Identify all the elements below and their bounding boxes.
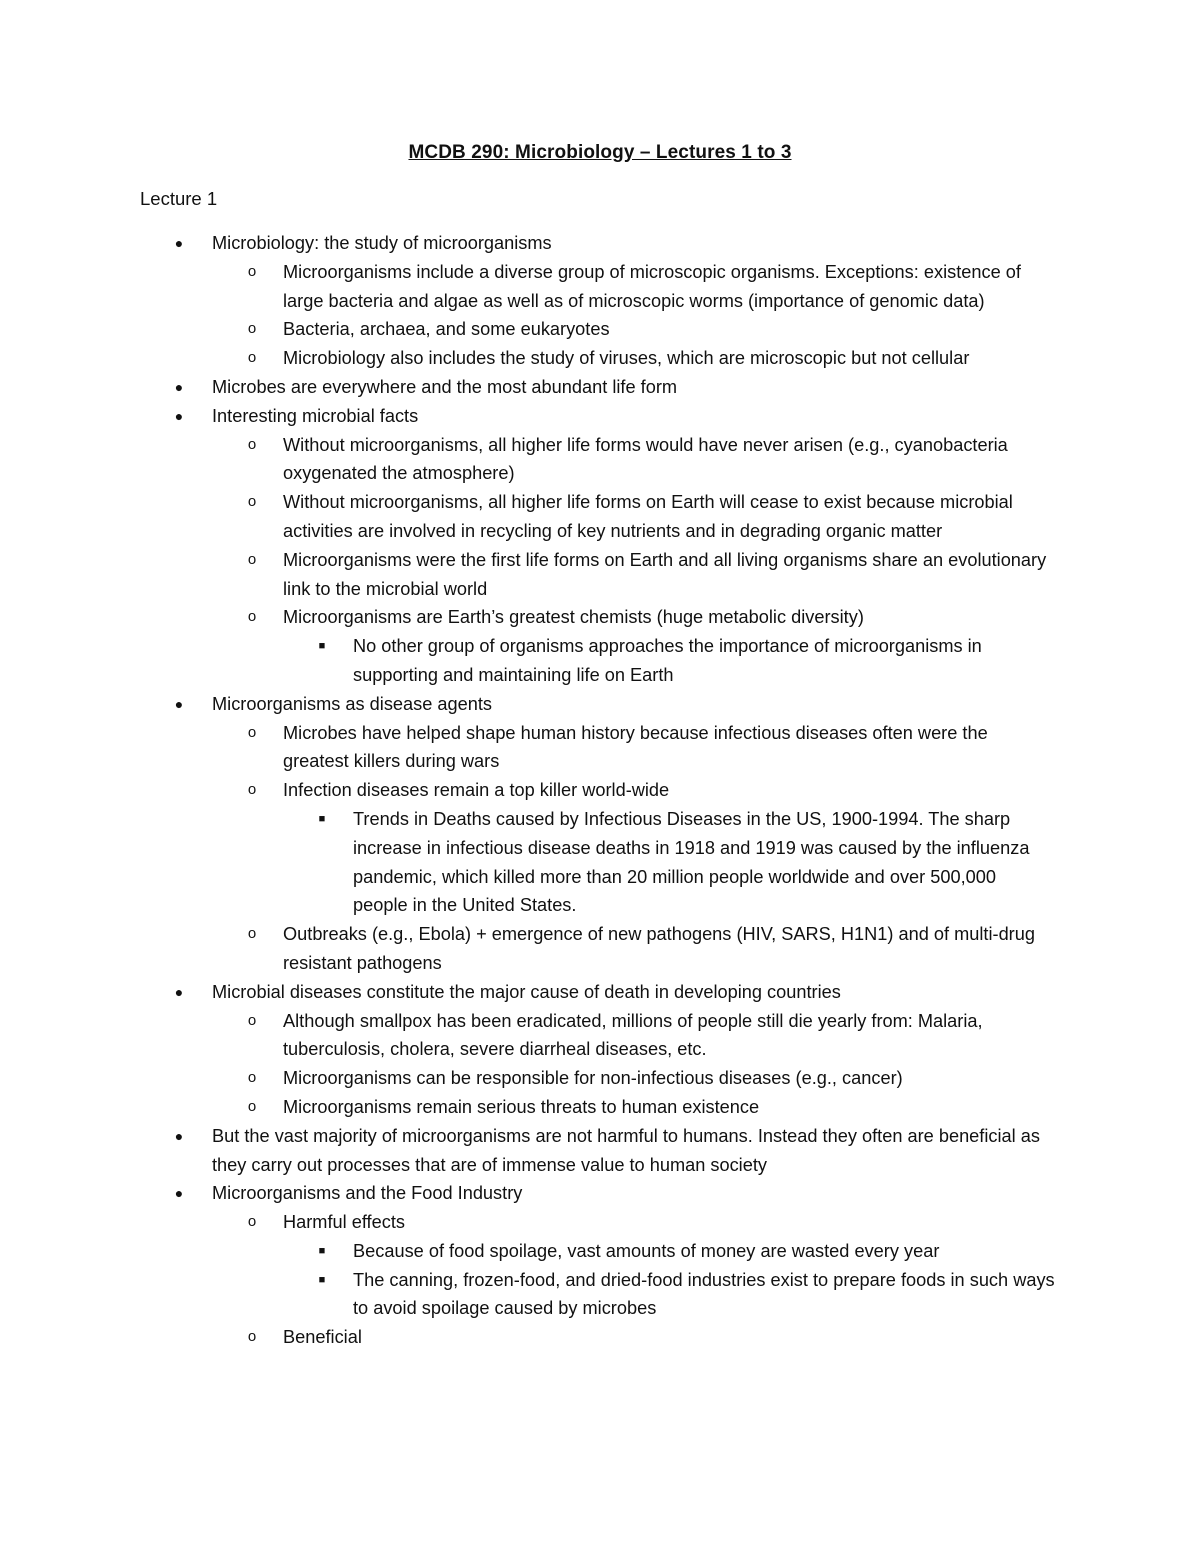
bullet-list-level-2: [212, 431, 1055, 690]
bullet-marker-level-3: ■: [318, 1244, 326, 1257]
bullet-marker-level-2: o: [247, 608, 257, 626]
bullet-marker-level-2: o: [247, 1011, 257, 1029]
list-item-text: But the vast majority of microorganisms are not harmful to humans. Instead they often are beneficial as they carry out processes that are of immense value to human society: [212, 1125, 1040, 1175]
list-item: [247, 431, 1055, 489]
list-item: [0, 1179, 1200, 1352]
bullet-marker-level-1: ●: [174, 1127, 184, 1144]
list-item: [247, 315, 1055, 344]
bullet-list-level-2: [212, 1007, 1055, 1122]
list-item-text: Harmful effects: [283, 1212, 405, 1233]
bullet-marker-level-2: o: [247, 1213, 257, 1231]
list-item-text: Microorganisms are Earth’s greatest chemists (huge metabolic diversity): [283, 607, 864, 628]
list-item: [247, 344, 1055, 373]
bullet-marker-level-2: o: [247, 925, 257, 943]
bullet-marker-level-1: ●: [174, 407, 184, 424]
bullet-marker-level-1: ●: [174, 235, 184, 251]
list-item: [0, 690, 1200, 978]
list-item: [247, 1093, 1055, 1122]
bullet-marker-level-2: o: [247, 435, 257, 453]
list-item-text: Although smallpox has been eradicated, millions of people still die yearly from: Malaria, tuberculosis, cholera, severe diarrheal diseases, etc.: [283, 1010, 983, 1060]
bullet-marker-level-1: ●: [174, 378, 184, 395]
list-item-text: No other group of organisms approaches the importance of microorganisms in supporting and maintaining life on Earth: [353, 636, 982, 685]
bullet-marker-level-2: o: [247, 550, 257, 568]
bullet-list-level-2: [212, 719, 1055, 978]
list-item-text: Microbes have helped shape human history because infectious diseases often were the greatest killers during wars: [283, 722, 988, 772]
list-item-text: Microbes are everywhere and the most abundant life form: [212, 376, 678, 397]
list-item-text: Microorganisms and the Food Industry: [212, 1183, 523, 1204]
list-item-text: Without microorganisms, all higher life forms on Earth will cease to exist because microbial activities are involved in recycling of key nutrients and in degrading organic matter: [283, 492, 1013, 541]
bullet-list-level-2: [212, 1208, 1055, 1352]
list-item-text: Microbial diseases constitute the major cause of death in developing countries: [212, 981, 841, 1002]
list-item-text: Infection diseases remain a top killer world-wide: [283, 780, 670, 801]
list-item: [247, 719, 1055, 777]
document-title: MCDB 290: Microbiology – Lectures 1 to 3: [408, 142, 792, 163]
list-item: [247, 1323, 1055, 1352]
list-item-text: Without microorganisms, all higher life forms would have never arisen (e.g., cyanobacteria oxygenated the atmosphere): [283, 434, 1008, 484]
section-heading: Lecture 1: [140, 188, 218, 209]
bullet-list-level-3: [283, 632, 1055, 690]
list-item-text: The canning, frozen-food, and dried-food industries exist to prepare foods in such ways to avoid spoilage caused by microbes: [353, 1269, 1055, 1319]
bullet-marker-level-3: ■: [318, 640, 326, 653]
list-item: [0, 402, 1200, 690]
list-item-text: Beneficial: [283, 1327, 362, 1348]
list-item: [0, 373, 1200, 402]
list-item-text: Bacteria, archaea, and some eukaryotes: [283, 319, 610, 340]
notes-outline: [0, 229, 1200, 1352]
bullet-marker-level-3: ■: [318, 812, 326, 825]
bullet-marker-level-2: o: [247, 320, 257, 338]
list-item-text: Microorganisms were the first life forms on Earth and all living organisms share an evolutionary link to the microbial world: [283, 549, 1047, 599]
list-item-text: Microorganisms remain serious threats to human existence: [283, 1096, 760, 1117]
list-item: [247, 546, 1055, 604]
bullet-marker-level-1: ●: [174, 983, 184, 1000]
list-item: [0, 229, 1200, 373]
list-item-text: Microbiology also includes the study of viruses, which are microscopic but not cellular: [283, 348, 970, 369]
bullet-marker-level-2: o: [247, 1069, 257, 1087]
list-item-text: Outbreaks (e.g., Ebola) + emergence of new pathogens (HIV, SARS, H1N1) and of multi-drug resistant pathogens: [283, 924, 1035, 973]
bullet-marker-level-2: o: [247, 493, 257, 511]
bullet-marker-level-2: o: [247, 1328, 257, 1346]
list-item-text: Because of food spoilage, vast amounts of money are wasted every year: [353, 1240, 940, 1261]
list-item: [318, 1237, 1055, 1266]
bullet-list-level-2: [212, 258, 1055, 373]
list-item: [0, 978, 1200, 1122]
list-item: [247, 776, 1055, 920]
list-item: [247, 1208, 1055, 1323]
list-item: [247, 258, 1055, 316]
list-item: [318, 805, 1055, 920]
bullet-marker-level-1: ●: [174, 695, 184, 712]
bullet-marker-level-2: o: [247, 723, 257, 741]
bullet-list-level-1: [0, 229, 1200, 1352]
list-item-text: Interesting microbial facts: [212, 405, 419, 426]
bullet-marker-level-2: o: [247, 262, 257, 280]
list-item: [318, 1266, 1055, 1324]
list-item: [0, 1122, 1200, 1180]
list-item: [247, 603, 1055, 689]
list-item: [247, 1064, 1055, 1093]
bullet-marker-level-2: o: [247, 781, 257, 799]
list-item: [247, 920, 1055, 978]
bullet-list-level-3: [283, 805, 1055, 920]
list-item: [318, 632, 1055, 690]
list-item-text: Trends in Deaths caused by Infectious Diseases in the US, 1900-1994. The sharp increase in infectious disease deaths in 1918 and 1919 was caused by the influenza pandemic, which killed more than 20 million people worldwide and over 500,000 people in the United States.: [353, 808, 1030, 916]
bullet-marker-level-2: o: [247, 1097, 257, 1115]
bullet-marker-level-3: ■: [318, 1273, 326, 1286]
list-item-text: Microorganisms include a diverse group of microscopic organisms. Exceptions: existence of large bacteria and algae as well as of microscopic worms (importance of genomic data): [283, 261, 1021, 311]
list-item-text: Microbiology: the study of microorganisms: [212, 233, 552, 253]
list-item-text: Microorganisms can be responsible for non-infectious diseases (e.g., cancer): [283, 1068, 903, 1089]
list-item: [247, 488, 1055, 546]
list-item-text: Microorganisms as disease agents: [212, 693, 493, 714]
list-item: [247, 1007, 1055, 1065]
bullet-marker-level-2: o: [247, 349, 257, 367]
bullet-list-level-3: [283, 1237, 1055, 1323]
bullet-marker-level-1: ●: [174, 1185, 184, 1202]
